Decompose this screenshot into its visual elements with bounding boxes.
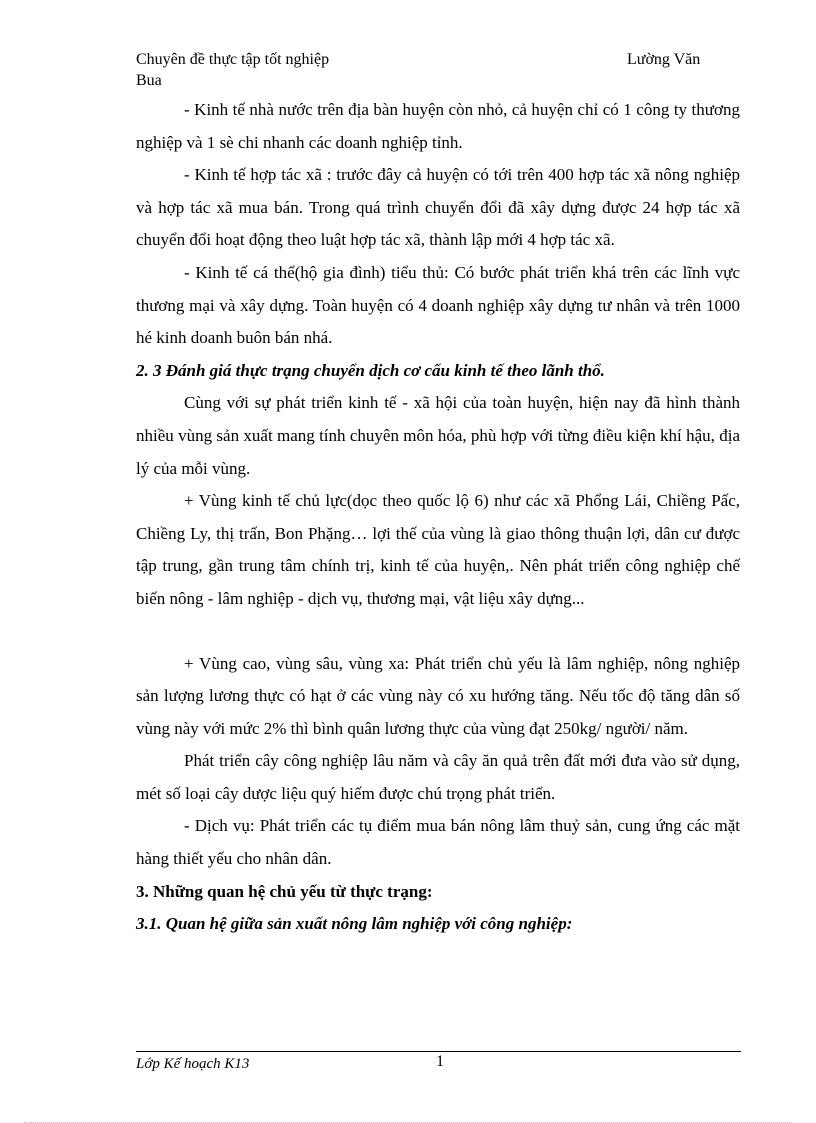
section-heading-3: 3. Những quan hệ chủ yếu từ thực trạng: — [136, 881, 433, 901]
paragraph-highland-zone: + Vùng cao, vùng sâu, vùng xa: Phát triển chủ yếu là lâm nghiệp, nông nghiệp sản lượng lương thực có hạt ở các vùng này có xu hướng tăng. Nếu tốc độ tăng dân số vùng này với mức 2% thì bình quân lương thực của vùng đạt 250kg/ người/ năm. — [136, 653, 740, 738]
section-heading-3-1: 3.1. Quan hệ giữa sản xuất nông lâm nghiệp với công nghiệp: — [136, 914, 573, 934]
paragraph-cooperative-economy: - Kinh tế hợp tác xã : trước đây cả huyện có tới trên 400 hợp tác xã nông nghiệp và hợp tác xã mua bán. Trong quá trình chuyển đổi đã xây dựng được 24 hợp tác xã chuyển đổi hoạt động theo luật hợp tác xã, thành lập mới 4 hợp tác xã. — [136, 165, 740, 250]
header-author: Lường Văn — [627, 51, 701, 68]
blank-line — [136, 616, 740, 648]
header-title: Chuyên đề thực tập tốt nghiệp — [136, 51, 330, 68]
page-number: 1 — [436, 1053, 444, 1070]
paragraph-household-economy: - Kinh tế cá thể(hộ gia đình) tiểu thủ: Có bước phát triển khá trên các lĩnh vực thương mại và xây dựng. Toàn huyện có 4 doanh nghiệp xây dựng tư nhân và trên 1000 hé kinh doanh buôn bán nhá. — [136, 262, 740, 348]
paragraph-perennial-crops: Phát triển cây công nghiệp lâu năm và cây ăn quả trên đất mới đưa vào sử dụng, mét số loại cây dược liệu quý hiếm được chú trọng phát triển. — [136, 751, 740, 803]
paragraph-services: - Dịch vụ: Phát triển các tụ điểm mua bán nông lâm thuỷ sản, cung ứng các mặt hàng thiết yếu cho nhân dân. — [136, 816, 740, 869]
footer-divider — [136, 1051, 741, 1052]
document-body — [136, 94, 740, 941]
paragraph-state-economy: - Kinh tế nhà nước trên địa bàn huyện còn nhỏ, cả huyện chỉ có 1 công ty thương nghiệp và 1 sè chi nhanh các doanh nghiệp tỉnh. — [136, 100, 740, 152]
header-author-continued: Bua — [136, 72, 162, 89]
paragraph-intro: Cùng với sự phát triển kinh tế - xã hội của toàn huyện, hiện nay đã hình thành nhiều vùng sản xuất mang tính chuyên môn hóa, phù hợp với từng điều kiện khí hậu, địa lý của mỗi vùng. — [136, 393, 740, 478]
paragraph-key-economic-zone: + Vùng kinh tế chủ lực(dọc theo quốc lộ 6) như các xã Phổng Lái, Chiềng Pấc, Chiềng Ly, thị trấn, Bon Phặng… lợi thế của vùng là giao thông thuận lợi, dân cư được tập trung, gần trung tâm chính trị, kinh tế của huyện,. Nên phát triển công nghiệp chế biến nông - lâm nghiệp - dịch vụ, thương mại, vật liệu xây dựng... — [136, 491, 740, 608]
footer-class-name: Lớp Kế hoạch K13 — [136, 1056, 250, 1072]
section-heading-2-3: 2. 3 Đánh giá thực trạng chuyển dịch cơ cấu kinh tế theo lãnh thổ. — [136, 360, 605, 380]
